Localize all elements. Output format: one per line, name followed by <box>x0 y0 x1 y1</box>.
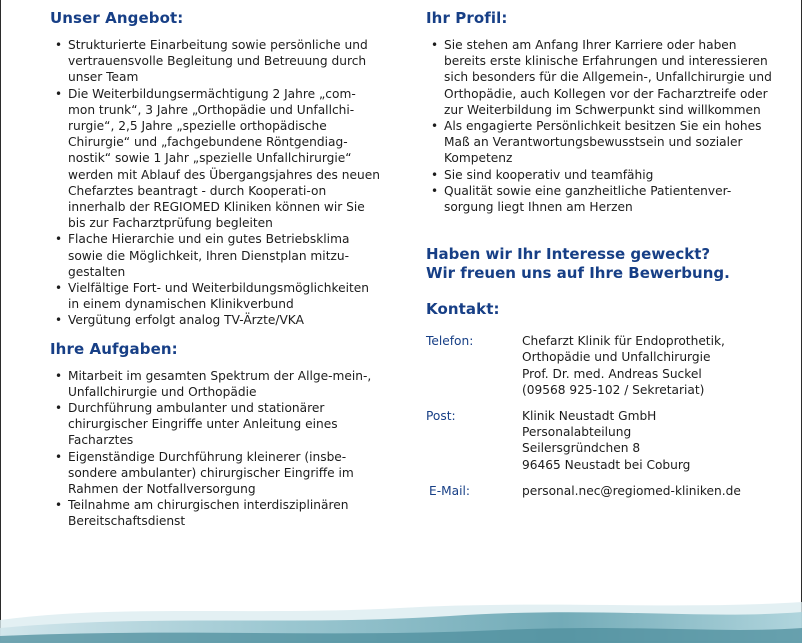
profil-list <box>426 37 776 215</box>
right-column <box>426 0 776 509</box>
interest-callout <box>426 245 776 283</box>
interest-line: Wir freuen uns auf Ihre Bewerbung. <box>426 264 730 283</box>
list-item: • Strukturierte Einarbeitung sowie persönliche und vertrauensvolle Begleitung und Betreuung durch unser Team <box>50 37 380 86</box>
list-item: • Vielfältige Fort- und Weiterbildungsmöglichkeiten in einem dynamischen Klinikverbund <box>50 280 380 312</box>
angebot-list <box>50 37 380 329</box>
email-label: E-Mail: <box>429 483 470 498</box>
left-column <box>50 0 380 530</box>
list-item: • Qualität sowie eine ganzheitliche Patientenver-sorgung liegt Ihnen am Herzen <box>426 183 776 215</box>
telefon-value <box>522 333 725 398</box>
contact-row-telefon <box>426 333 776 398</box>
list-item: • Teilnahme am chirurgischen interdisziplinären Bereitschaftsdienst <box>50 497 380 529</box>
contact-block <box>426 333 776 499</box>
contact-line: (09568 925-102 / Sekretariat) <box>522 382 705 397</box>
angebot-heading: Unser Angebot: <box>50 9 184 27</box>
list-item: • Sie sind kooperativ und teamfähig <box>426 167 776 183</box>
list-item: • Sie stehen am Anfang Ihrer Karriere oder haben bereits erste klinische Erfahrungen und interessieren sich besonders für die Allgemein-, Unfallchirurgie und Orthopädie, auch Kollegen vor der Facharztreife oder zur Weiterbildung im Schwerpunkt sind willkommen <box>426 37 776 118</box>
email-value[interactable]: personal.nec@regiomed-kliniken.de <box>522 483 741 498</box>
list-item: • Als engagierte Persönlichkeit besitzen Sie ein hohes Maß an Verantwortungsbewusstsein und sozialer Kompetenz <box>426 118 776 167</box>
list-item: • Durchführung ambulanter und stationärer chirurgischer Eingriffe unter Anleitung eines Facharztes <box>50 400 380 449</box>
list-item: • Flache Hierarchie und ein gutes Betriebsklima sowie die Möglichkeit, Ihren Dienstplan mitzu-gestalten <box>50 231 380 280</box>
contact-line: Prof. Dr. med. Andreas Suckel <box>522 366 702 381</box>
contact-line: 96465 Neustadt bei Coburg <box>522 457 691 472</box>
kontakt-heading: Kontakt: <box>426 300 500 319</box>
contact-line: Personalabteilung <box>522 425 632 440</box>
contact-row-post <box>426 408 776 473</box>
wave-decoration <box>0 590 802 643</box>
contact-line: Chefarzt Klinik für Endoprothetik, <box>522 334 725 349</box>
contact-line: Seilersgründchen 8 <box>522 441 641 456</box>
list-item: • Die Weiterbildungsermächtigung 2 Jahre „com-mon trunk“, 3 Jahre „Orthopädie und Unfallchi-rurgie“, 2,5 Jahre „spezielle orthopädische Chirurgie“ und „fachgebundene Röntgendiag-nostik“ sowie 1 Jahr „spezielle Unfallchirurgie“ werden mit Ablauf des Übergangsjahres des neuen Chefarztes beantragt - durch Kooperati-on innerhalb der REGIOMED Kliniken können wir Sie bis zur Facharztprüfung begleiten <box>50 86 380 232</box>
list-item: • Eigenständige Durchführung kleinerer (insbe-sondere ambulanter) chirurgischer Eingriffe im Rahmen der Notfallversorgung <box>50 449 380 498</box>
list-item: • Mitarbeit im gesamten Spektrum der Allge-mein-, Unfallchirurgie und Orthopädie <box>50 368 380 400</box>
interest-line: Haben wir Ihr Interesse geweckt? <box>426 245 711 264</box>
contact-line: Klinik Neustadt GmbH <box>522 409 657 424</box>
contact-row-email <box>426 483 776 499</box>
telefon-label: Telefon: <box>426 334 474 349</box>
contact-line: Orthopädie und Unfallchirurgie <box>522 350 711 365</box>
profil-heading: Ihr Profil: <box>426 9 508 27</box>
aufgaben-list <box>50 368 380 530</box>
post-value <box>522 408 690 473</box>
aufgaben-heading: Ihre Aufgaben: <box>50 339 178 358</box>
post-label: Post: <box>426 409 456 424</box>
list-item: • Vergütung erfolgt analog TV-Ärzte/VKA <box>50 312 380 328</box>
